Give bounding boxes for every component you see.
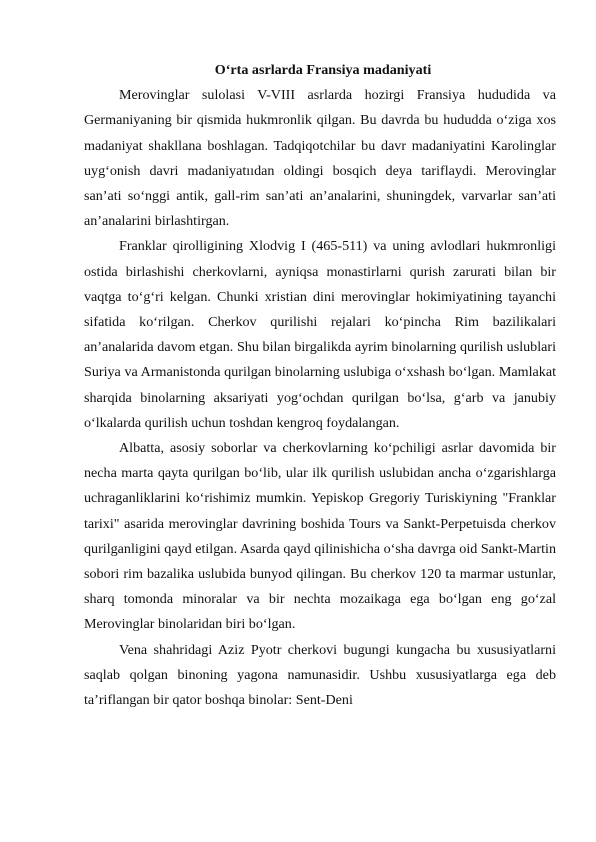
document-body xyxy=(84,58,556,713)
page-title: Oʻrta asrlarda Fransiya madaniyati xyxy=(214,62,432,78)
paragraph-merovingian-dynasty: Merovinglar sulolasi V-VIII asrlarda hozirgi Fransiya hududida va Germaniyaning bir qismida hukmronlik qilgan. Bu davrda bu hududda oʻziga xos madaniyat shakllana boshlagan. Tadqiqotchilar bu davr madaniyatini Karolinglar uygʻonish davri madaniyatııdan oldingi bosqich deya tariflaydi. Merovinglar san’ati soʻnggi antik, gall-rim san’ati an’analarini, shuningdek, varvarlar san’ati an’analarini birlashtirgan. xyxy=(84,87,556,230)
paragraph-cathedrals: Albatta, asosiy soborlar va cherkovlarning koʻpchiligi asrlar davomida bir necha marta qayta qurilgan boʻlib, ular ilk qurilish uslubidan ancha oʻzgarishlarga uchraganliklarini koʻrishimiz mumkin. Yepiskop Gregoriy Turiskiyning "Franklar tarixi" asarida merovinglar davrining boshida Tours va Sankt-Perpetuisda cherkov qurilganligini qayd etilgan. Asarda qayd qilinishicha oʻsha davrga oid Sankt-Martin sobori rim bazalika uslubida bunyod qilingan. Bu cherkov 120 ta marmar ustunlar, sharq tomonda minoralar va bir nechta mozaikaga ega boʻlgan eng goʻzal Merovinglar binolaridan biri boʻlgan. xyxy=(84,440,556,633)
paragraph-frankish-kingdom: Franklar qirolligining Xlodvig I (465-511) va uning avlodlari hukmronligi ostida birlashishi cherkovlarni, ayniqsa monastirlarni qurish zarurati bilan bir vaqtga toʻgʻri kelgan. Chunki xristian dini merovinglar hokimiyatining tayanchi sifatida koʻrilgan. Cherkov qurilishi rejalari koʻpincha Rim bazilikalari an’analarida davom etgan. Shu bilan birgalikda ayrim binolarning qurilish uslublari Suriya va Armanistonda qurilgan binolarning uslubiga oʻxshash boʻlgan. Mamlakat sharqida binolarning aksariyati yogʻochdan qurilgan boʻlsa, gʻarb va janubiy oʻlkalarda qurilish uchun toshdan kengroq foydalangan. xyxy=(84,238,556,431)
paragraph-vienne-church: Vena shahridagi Aziz Pyotr cherkovi bugungi kungacha bu xususiyatlarni saqlab qolgan binoning yagona namunasidir. Ushbu xususiyatlarga ega deb ta’riflangan bir qator boshqa binolar: Sent-Deni xyxy=(84,641,556,709)
